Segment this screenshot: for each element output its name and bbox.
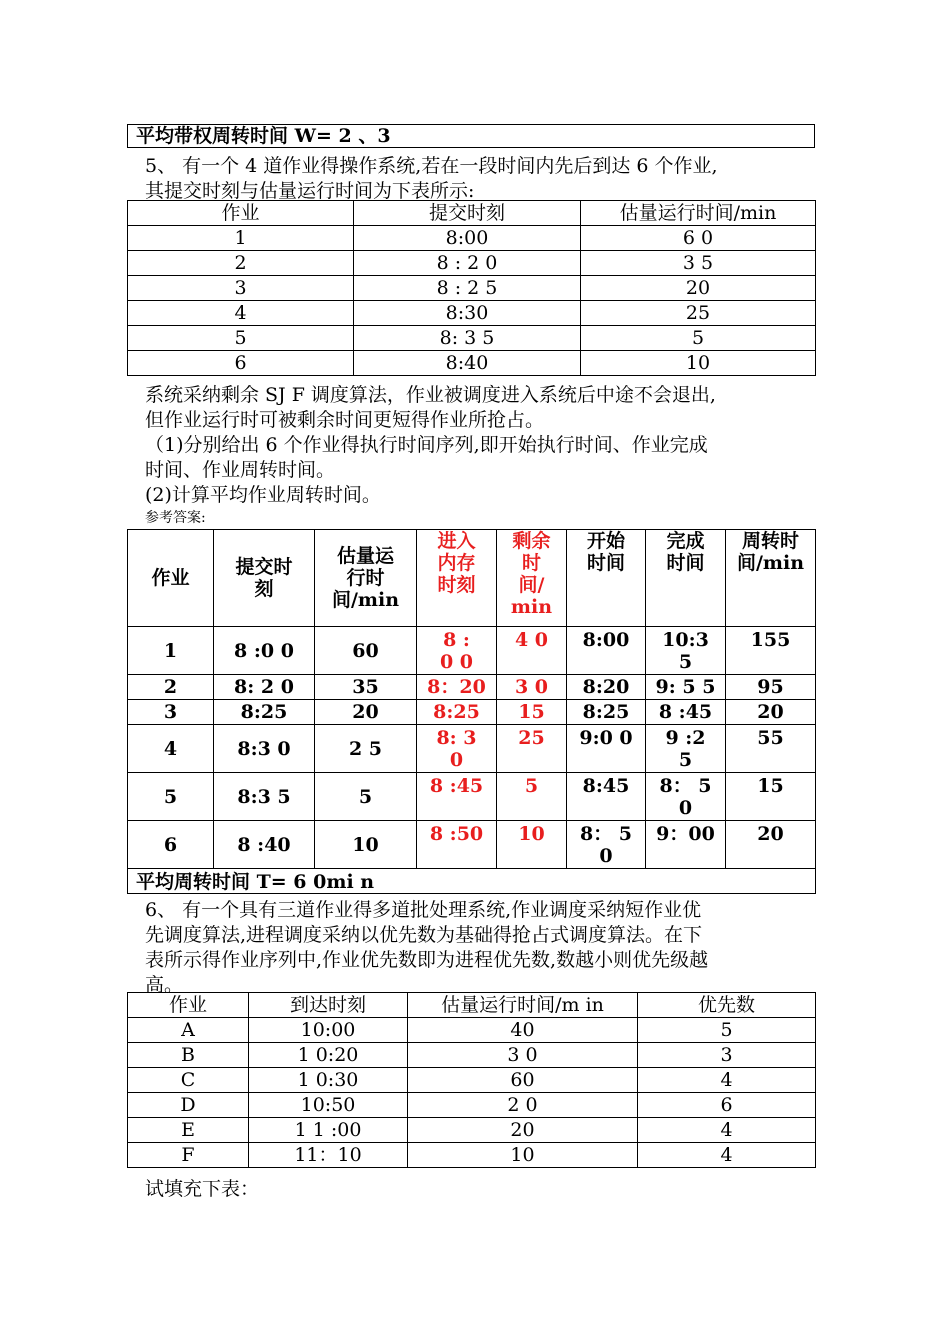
table-cell: 8 : 2 5: [354, 276, 581, 301]
table-row: [128, 326, 816, 351]
table-cell: 5: [581, 326, 816, 351]
table-row: [128, 301, 816, 326]
table-cell: 5: [128, 773, 214, 821]
avg-turnaround-cell: 平均周转时间 T= 6 0mi n: [128, 869, 816, 894]
table-cell: F: [128, 1143, 249, 1168]
table-cell: 10: [408, 1143, 638, 1168]
table-cell: A: [128, 1018, 249, 1043]
table-cell: 15: [726, 773, 816, 821]
header-cell: 进入 内存 时刻: [417, 530, 497, 627]
table-cell: 8： 5 0: [567, 821, 646, 869]
header-cell: 周转时 间/min: [726, 530, 816, 627]
table-cell: 8 : 2 0: [354, 251, 581, 276]
table-cell: 4: [638, 1143, 816, 1168]
answer-avg-row: [128, 869, 816, 894]
table-cell: 5: [638, 1018, 816, 1043]
table-row: [128, 1118, 816, 1143]
table-cell: 8:00: [354, 226, 581, 251]
table-cell: 9: 5 5: [646, 675, 726, 700]
table-cell: 1: [128, 627, 214, 675]
table-cell: 40: [408, 1018, 638, 1043]
table-cell: 5: [128, 326, 354, 351]
table-row: [128, 700, 816, 725]
table-cell: 10: [315, 821, 417, 869]
table-cell: 1 1 :00: [249, 1118, 408, 1143]
table-cell: 8: 2 0: [214, 675, 315, 700]
table-cell: 8: 3 0: [417, 725, 497, 773]
table-cell: D: [128, 1093, 249, 1118]
table-row: [128, 1093, 816, 1118]
q5-intro-line1: 5、 有一个 4 道作业得操作系统,若在一段时间内先后到达 6 个作业,: [145, 155, 718, 177]
table-cell: 8:40: [354, 351, 581, 376]
table-cell: 8:30: [354, 301, 581, 326]
table-cell: 8:25: [417, 700, 497, 725]
table-cell: B: [128, 1043, 249, 1068]
header-cell: 完成 时间: [646, 530, 726, 627]
table-cell: 25: [581, 301, 816, 326]
q6-intro-line2: 先调度算法,进程调度采纳以优先数为基础得抢占式调度算法。在下: [145, 924, 703, 946]
table-cell: 8： 5 0: [646, 773, 726, 821]
q5-text-line1: 系统采纳剩余 SJ F 调度算法，作业被调度进入系统后中途不会退出,: [145, 384, 716, 406]
table-row: [128, 1043, 816, 1068]
table-cell: 3 0: [408, 1043, 638, 1068]
table-header-row: [128, 993, 816, 1018]
q6-job-table: [127, 992, 816, 1168]
table-cell: 8:20: [567, 675, 646, 700]
table-cell: 8:3 5: [214, 773, 315, 821]
table-cell: 5: [497, 773, 567, 821]
table-row: [128, 251, 816, 276]
table-cell: 2: [128, 251, 354, 276]
header-cell: 估量运行时间/m in: [408, 993, 638, 1018]
table-cell: 3: [128, 276, 354, 301]
answer-header-row: [128, 530, 816, 627]
table-cell: 8 :40: [214, 821, 315, 869]
header-cell: 优先数: [638, 993, 816, 1018]
answer-table: [127, 529, 816, 894]
table-cell: 8:3 0: [214, 725, 315, 773]
table-cell: 4: [638, 1068, 816, 1093]
table-cell: 2 0: [408, 1093, 638, 1118]
table-cell: C: [128, 1068, 249, 1093]
table-cell: 8:25: [214, 700, 315, 725]
table-row: [128, 1018, 816, 1043]
table-cell: 10:3 5: [646, 627, 726, 675]
table-cell: 1 0:20: [249, 1043, 408, 1068]
header-cell: 到达时刻: [249, 993, 408, 1018]
table-cell: 20: [726, 821, 816, 869]
table-cell: 8:25: [567, 700, 646, 725]
header-cell: 提交时刻: [354, 201, 581, 226]
table-cell: 6: [638, 1093, 816, 1118]
table-cell: 8 :45: [646, 700, 726, 725]
table-cell: E: [128, 1118, 249, 1143]
table-row: [128, 1068, 816, 1093]
table-cell: 4: [638, 1118, 816, 1143]
q5-text-line4: 时间、作业周转时间。: [145, 459, 336, 481]
q6-intro-line3: 表所示得作业序列中,作业优先数即为进程优先数,数越小则优先级越: [145, 949, 709, 971]
table-cell: 4: [128, 301, 354, 326]
table-cell: 5: [315, 773, 417, 821]
table-cell: 60: [408, 1068, 638, 1093]
table-cell: 1 0:30: [249, 1068, 408, 1093]
table-cell: 25: [497, 725, 567, 773]
table-cell: 60: [315, 627, 417, 675]
table-cell: 3 0: [497, 675, 567, 700]
table-cell: 8 :45: [417, 773, 497, 821]
table-cell: 20: [408, 1118, 638, 1143]
table-row: [128, 351, 816, 376]
table-row: [128, 725, 816, 773]
q6-intro-line4: 高。: [145, 974, 184, 996]
table-cell: 8 :50: [417, 821, 497, 869]
table-cell: 6 0: [581, 226, 816, 251]
header-cell: 估量运行时间/min: [581, 201, 816, 226]
table-cell: 20: [315, 700, 417, 725]
table-cell: 6: [128, 351, 354, 376]
table-cell: 8 : 0 0: [417, 627, 497, 675]
table-row: [128, 773, 816, 821]
table-cell: 8：20: [417, 675, 497, 700]
table-row: [128, 675, 816, 700]
header-cell: 作业: [128, 530, 214, 627]
table-cell: 4: [128, 725, 214, 773]
q5-job-table: [127, 200, 816, 376]
q5-text-line3: （1)分别给出 6 个作业得执行时间序列,即开始执行时间、作业完成: [145, 434, 708, 456]
table-cell: 4 0: [497, 627, 567, 675]
table-cell: 20: [726, 700, 816, 725]
q5-text-line5: (2)计算平均作业周转时间。: [145, 484, 381, 506]
table-cell: 9 :2 5: [646, 725, 726, 773]
table-cell: 8:45: [567, 773, 646, 821]
table-cell: 1: [128, 226, 354, 251]
header-cell: 开始 时间: [567, 530, 646, 627]
table-row: [128, 627, 816, 675]
table-cell: 8:00: [567, 627, 646, 675]
table-cell: 15: [497, 700, 567, 725]
table-cell: 3: [128, 700, 214, 725]
q5-text-line2: 但作业运行时可被剩余时间更短得作业所抢占。: [145, 409, 545, 431]
header-cell: 作业: [128, 201, 354, 226]
table-cell: 55: [726, 725, 816, 773]
table-row: [128, 821, 816, 869]
table-cell: 9：00: [646, 821, 726, 869]
q6-intro-line1: 6、 有一个具有三道作业得多道批处理系统,作业调度采纳短作业优: [145, 899, 702, 921]
table-row: [128, 276, 816, 301]
table-cell: 8 :0 0: [214, 627, 315, 675]
table-cell: 3: [638, 1043, 816, 1068]
table-cell: 35: [315, 675, 417, 700]
q5-intro-line2: 其提交时刻与估量运行时间为下表所示:: [145, 180, 475, 202]
table-cell: 9:0 0: [567, 725, 646, 773]
header-cell: 估量运 行时 间/min: [315, 530, 417, 627]
table-cell: 95: [726, 675, 816, 700]
table-cell: 8: 3 5: [354, 326, 581, 351]
table-cell: 6: [128, 821, 214, 869]
reference-answer-label: 参考答案:: [145, 510, 206, 526]
header-cell: 提交时 刻: [214, 530, 315, 627]
table-row: [128, 1143, 816, 1168]
table-cell: 20: [581, 276, 816, 301]
table-cell: 2 5: [315, 725, 417, 773]
table-cell: 10:50: [249, 1093, 408, 1118]
header-cell: 作业: [128, 993, 249, 1018]
q6-fill-prompt: 试填充下表：: [145, 1178, 260, 1200]
table-cell: 10: [497, 821, 567, 869]
header-cell: 剩余 时 间/ min: [497, 530, 567, 627]
table-cell: 10:00: [249, 1018, 408, 1043]
table-cell: 3 5: [581, 251, 816, 276]
table-cell: 11：10: [249, 1143, 408, 1168]
table-row: [128, 226, 816, 251]
table-cell: 2: [128, 675, 214, 700]
table-header-row: [128, 201, 816, 226]
table-cell: 155: [726, 627, 816, 675]
avg-weighted-turnaround-text: 平均带权周转时间 W= 2 、3: [136, 125, 391, 147]
table-cell: 10: [581, 351, 816, 376]
avg-weighted-turnaround-box: [127, 124, 815, 148]
